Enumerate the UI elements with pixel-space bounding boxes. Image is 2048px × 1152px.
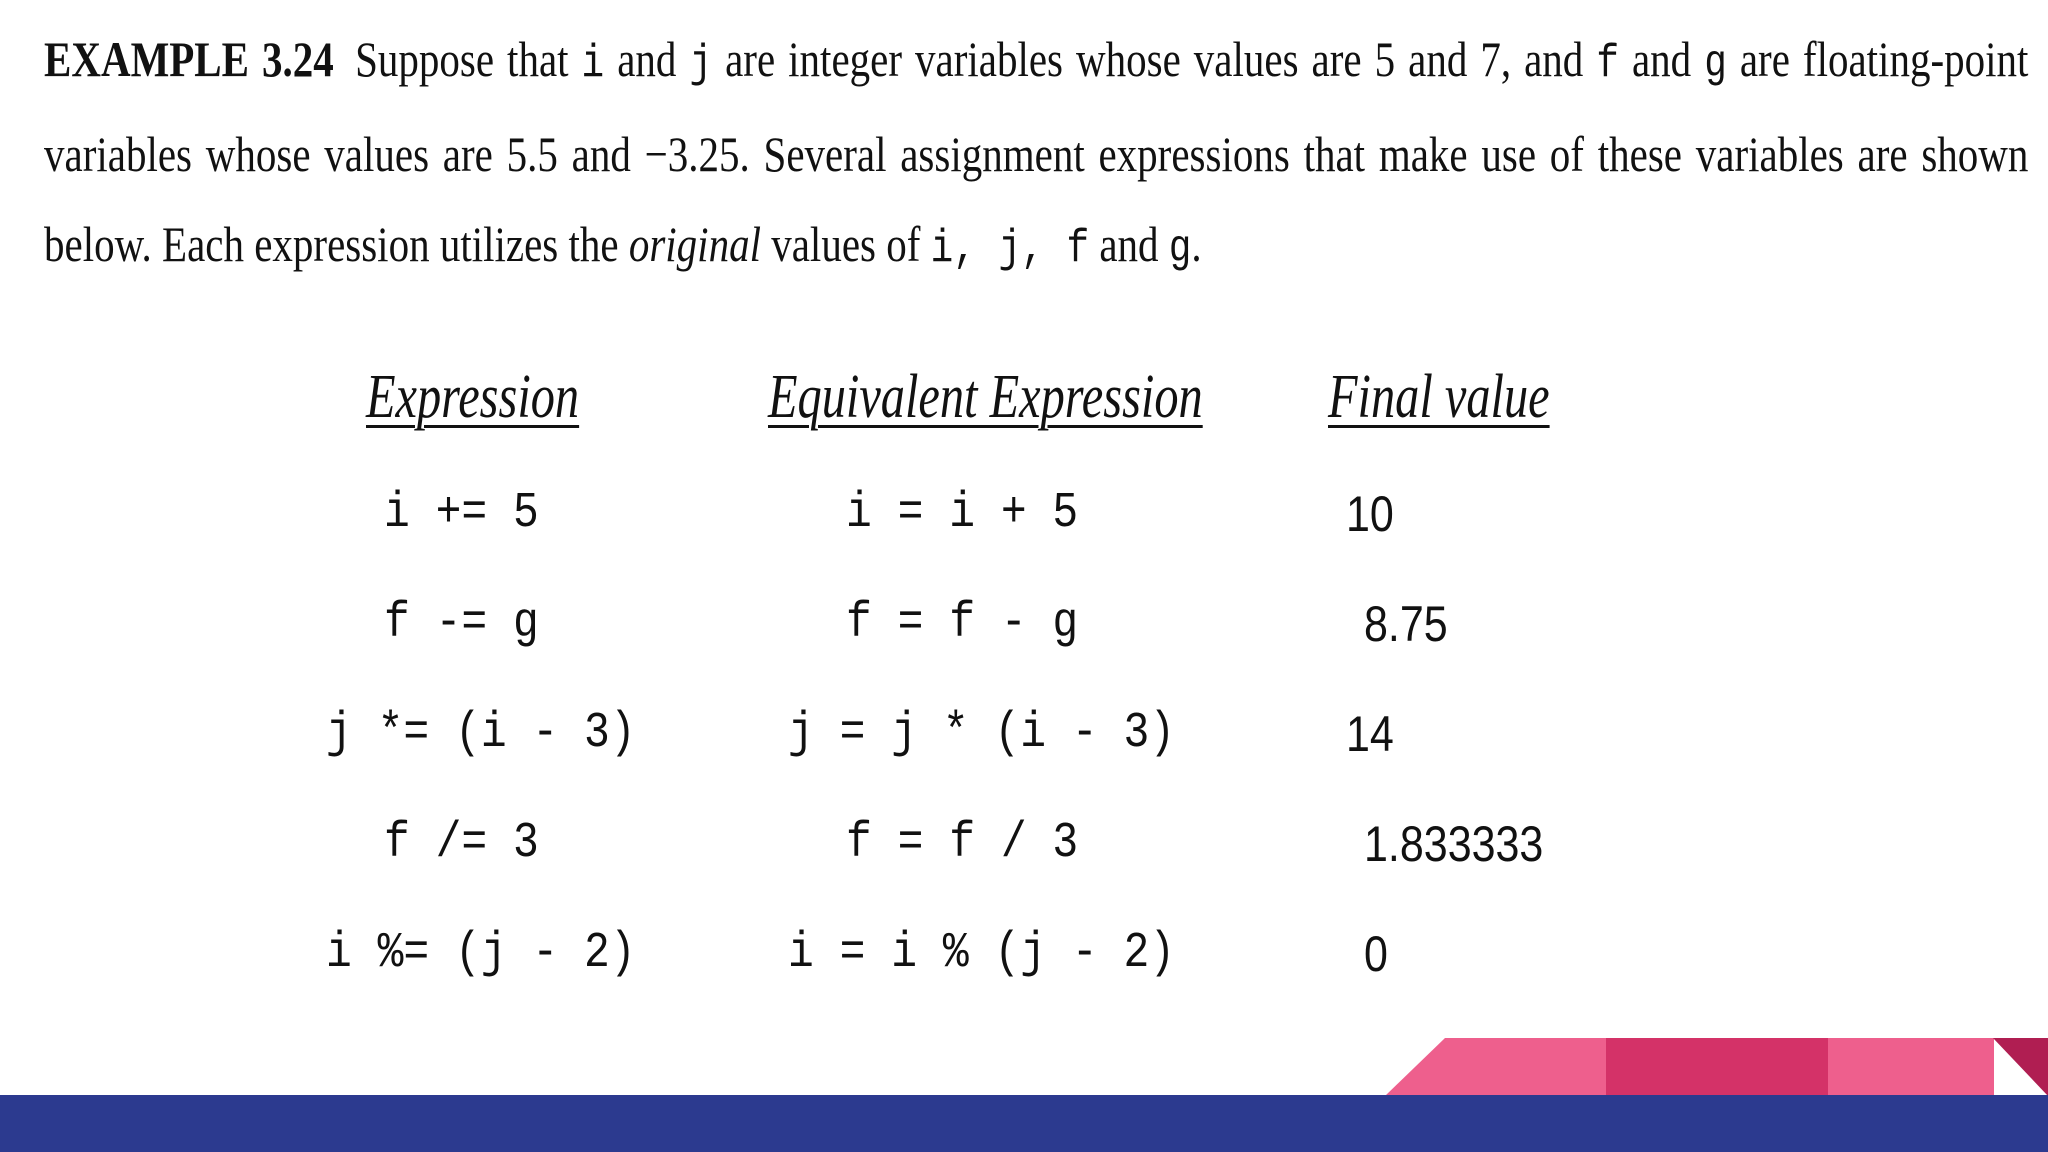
intro-text-8: . xyxy=(1191,216,1202,272)
row-4-expression: f /= 3 xyxy=(384,815,539,872)
var-i: i xyxy=(581,38,605,90)
row-4-final: 1.833333 xyxy=(1364,816,1544,872)
footer-band xyxy=(0,1095,2048,1152)
intro-text-1: Suppose that xyxy=(355,31,582,87)
header-expression: Expression xyxy=(366,363,580,431)
row-5-equivalent: i = i % (j - 2) xyxy=(788,925,1176,982)
row-3-equivalent: j = j * (i - 3) xyxy=(788,705,1176,762)
header-equivalent-expression: Equivalent Expression xyxy=(768,363,1203,431)
footer-accent-pink-right xyxy=(1828,1038,1994,1096)
example-label: EXAMPLE 3.24 xyxy=(44,31,334,87)
intro-text-2: and xyxy=(604,31,690,87)
intro-text-4: and xyxy=(1618,31,1705,87)
vars-list-g: g xyxy=(1168,223,1192,275)
intro-text-3: are integer variables whose values are 5 and 7, and xyxy=(712,31,1597,87)
intro-paragraph xyxy=(44,14,2028,294)
row-5-expression: i %= (j - 2) xyxy=(326,925,636,982)
row-5-final: 0 xyxy=(1364,926,1388,982)
var-f: f xyxy=(1596,38,1619,90)
footer-accent-pink-left xyxy=(1385,1038,1607,1096)
row-2-expression: f -= g xyxy=(384,595,539,652)
intro-text-7: and xyxy=(1089,216,1169,272)
row-1-expression: i += 5 xyxy=(384,485,539,542)
row-3-expression: j *= (i - 3) xyxy=(326,705,636,762)
row-1-equivalent: i = i + 5 xyxy=(846,485,1079,542)
row-1-final: 10 xyxy=(1346,486,1394,542)
vars-list: i, j, f xyxy=(930,223,1090,275)
footer-accent-dark-corner xyxy=(1993,1038,2048,1096)
var-j: j xyxy=(689,38,713,90)
row-2-equivalent: f = f - g xyxy=(846,595,1079,652)
intro-text-5: are floating-point variables whose values are 5.5 and −3.25. Several assignment expressions that make use of these variables are shown below. Each expression utilizes the xyxy=(44,31,2029,272)
row-2-final: 8.75 xyxy=(1364,596,1448,652)
header-final-value: Final value xyxy=(1328,363,1550,431)
footer-accent-crimson xyxy=(1606,1038,1828,1096)
row-4-equivalent: f = f / 3 xyxy=(846,815,1079,872)
row-3-final: 14 xyxy=(1346,706,1394,762)
var-g: g xyxy=(1704,38,1727,90)
intro-text-6: values of xyxy=(760,216,931,272)
emphasis-original: original xyxy=(628,216,761,272)
